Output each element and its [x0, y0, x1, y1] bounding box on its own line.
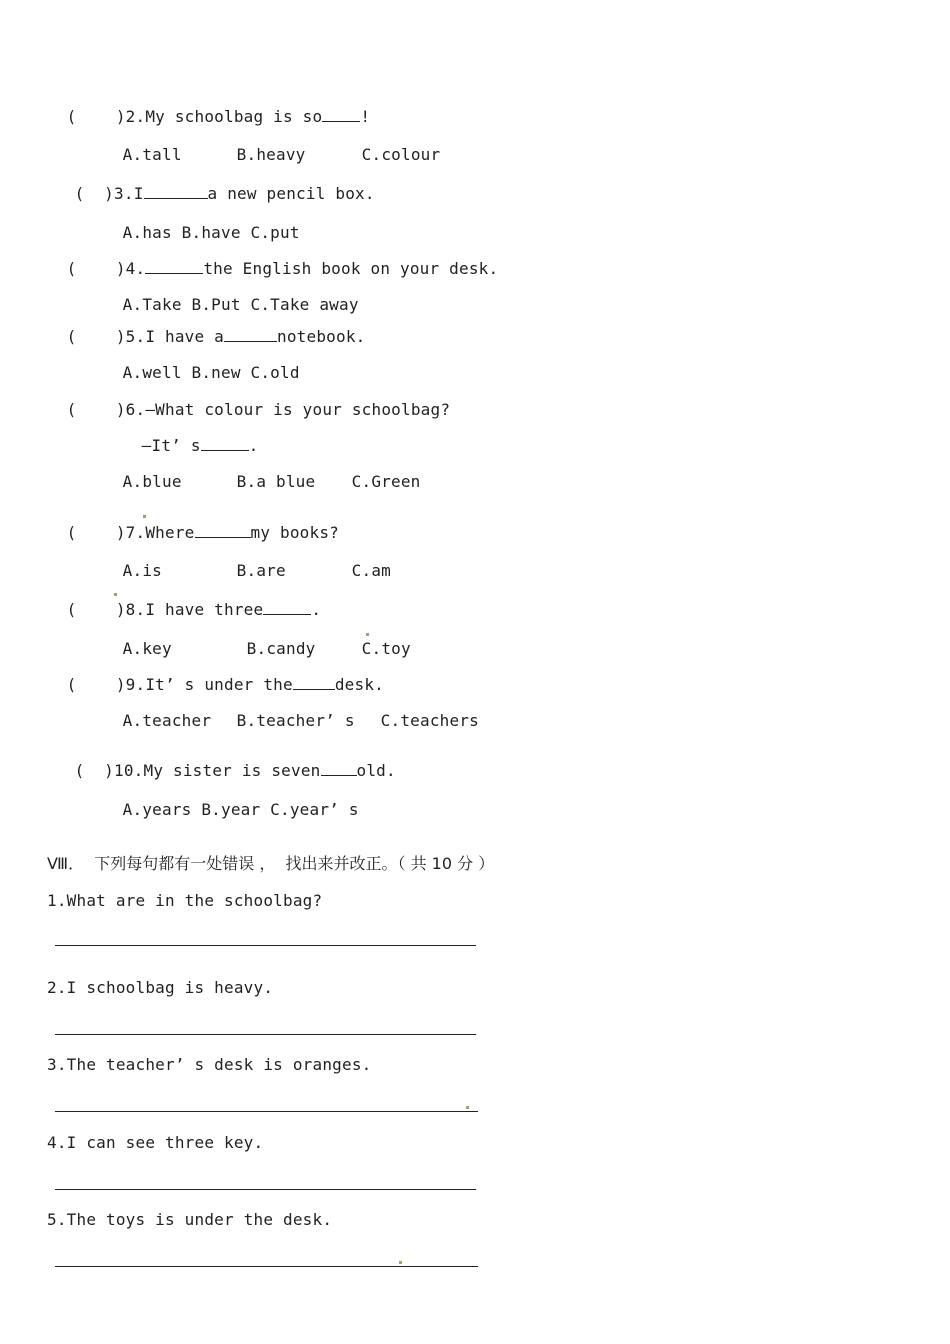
- option-a[interactable]: A.tall: [122, 145, 182, 164]
- answer-paren[interactable]: ( ): [66, 400, 126, 419]
- answer-paren[interactable]: ( ): [74, 761, 115, 780]
- answer-paren[interactable]: ( ): [66, 523, 126, 542]
- option-b[interactable]: B.a blue: [236, 472, 316, 491]
- answer-paren[interactable]: ( ): [66, 259, 126, 278]
- question-number: 8.: [125, 600, 146, 619]
- options-text[interactable]: A.Take B.Put C.Take away: [122, 295, 359, 314]
- error-sentence-3: 3.The teacher’ s desk is oranges.: [47, 1055, 372, 1074]
- question-text: My schoolbag is so: [145, 107, 323, 126]
- option-c[interactable]: C.colour: [361, 145, 441, 164]
- answer-blank[interactable]: [322, 107, 360, 122]
- answer-paren[interactable]: ( ): [66, 327, 126, 346]
- option-c[interactable]: C.am: [351, 561, 392, 580]
- answer-paren[interactable]: ( ): [66, 107, 126, 126]
- question-text: I have three: [145, 600, 264, 619]
- question-6-reply: [122, 416, 259, 456]
- question-number: 2.: [125, 107, 146, 126]
- question-7: [47, 503, 339, 543]
- question-text: Where: [145, 523, 195, 542]
- answer-blank[interactable]: [201, 436, 249, 451]
- options-2: [103, 125, 440, 165]
- answer-line-1[interactable]: [55, 945, 476, 946]
- speck: [366, 633, 369, 636]
- error-sentence-5: 5.The toys is under the desk.: [47, 1210, 333, 1229]
- error-sentence-2: 2.I schoolbag is heavy.: [47, 978, 274, 997]
- option-a[interactable]: A.is: [122, 561, 163, 580]
- question-10: [55, 741, 396, 781]
- error-sentence-4: 4.I can see three key.: [47, 1133, 264, 1152]
- question-text-end: the English book on your desk.: [203, 259, 499, 278]
- question-text-end: old.: [356, 761, 396, 780]
- answer-blank[interactable]: [263, 600, 311, 615]
- answer-paren[interactable]: ( ): [66, 675, 126, 694]
- option-c[interactable]: C.toy: [361, 639, 411, 658]
- answer-line-5[interactable]: [55, 1266, 478, 1267]
- question-4: [47, 239, 498, 279]
- question-9: [47, 655, 384, 695]
- error-sentence-1: 1.What are in the schoolbag?: [47, 891, 323, 910]
- answer-line-4[interactable]: [55, 1189, 476, 1190]
- answer-line-3[interactable]: [55, 1111, 478, 1112]
- question-text: —What colour is your schoolbag?: [145, 400, 451, 419]
- question-text-end: desk.: [334, 675, 385, 694]
- answer-blank[interactable]: [195, 523, 251, 538]
- options-10: [103, 780, 359, 820]
- options-8: [103, 619, 411, 659]
- question-text-end: a new pencil box.: [207, 184, 375, 203]
- question-number: 9.: [125, 675, 146, 694]
- question-text-end: my books?: [250, 523, 340, 542]
- reply-text-end: .: [248, 436, 259, 455]
- options-text[interactable]: A.has B.have C.put: [122, 223, 300, 242]
- answer-blank[interactable]: [144, 184, 208, 199]
- question-number: 4.: [125, 259, 146, 278]
- question-text: My sister is seven: [143, 761, 321, 780]
- question-text: I have a: [145, 327, 225, 346]
- question-number: 5.: [125, 327, 146, 346]
- option-a[interactable]: A.teacher: [122, 711, 212, 730]
- speck: [466, 1106, 469, 1109]
- question-text-end: .: [311, 600, 322, 619]
- question-text-end: notebook.: [277, 327, 366, 346]
- question-text: It’ s under the: [145, 675, 293, 694]
- question-number: 3.: [114, 184, 134, 203]
- option-b[interactable]: B.heavy: [236, 145, 306, 164]
- question-number: 6.: [125, 400, 146, 419]
- speck: [399, 1261, 402, 1264]
- options-text[interactable]: A.years B.year C.year’ s: [122, 800, 359, 819]
- answer-blank[interactable]: [224, 327, 277, 342]
- options-3: [103, 203, 300, 243]
- options-text[interactable]: A.well B.new C.old: [122, 363, 300, 382]
- question-8: [47, 580, 321, 620]
- question-5: [47, 307, 366, 347]
- option-a[interactable]: A.key: [122, 639, 172, 658]
- options-6: [103, 452, 421, 492]
- options-5: [103, 343, 300, 383]
- option-b[interactable]: B.candy: [246, 639, 316, 658]
- reply-text: —It’ s: [141, 436, 201, 455]
- speck: [114, 593, 117, 596]
- question-number: 10.: [114, 761, 144, 780]
- options-9: [103, 691, 479, 731]
- options-7: [103, 541, 391, 581]
- answer-paren[interactable]: ( ): [66, 600, 126, 619]
- answer-line-2[interactable]: [55, 1034, 476, 1035]
- question-text: I: [133, 184, 144, 203]
- question-number: 7.: [125, 523, 146, 542]
- answer-blank[interactable]: [145, 259, 203, 274]
- option-b[interactable]: B.teacher’ s: [236, 711, 355, 730]
- answer-blank[interactable]: [321, 761, 357, 776]
- question-text-end: !: [360, 107, 371, 126]
- option-a[interactable]: A.blue: [122, 472, 182, 491]
- option-c[interactable]: C.teachers: [380, 711, 479, 730]
- question-6: [47, 380, 450, 420]
- answer-paren[interactable]: ( ): [74, 184, 115, 203]
- question-2: [47, 87, 370, 127]
- speck: [143, 515, 146, 518]
- section-8-title: Ⅷ． 下列每句都有一处错误 ， 找出来并改正。（ 共 10 分 ）: [47, 854, 495, 873]
- option-c[interactable]: C.Green: [351, 472, 421, 491]
- answer-blank[interactable]: [293, 675, 335, 690]
- option-b[interactable]: B.are: [236, 561, 286, 580]
- question-3: [55, 164, 375, 204]
